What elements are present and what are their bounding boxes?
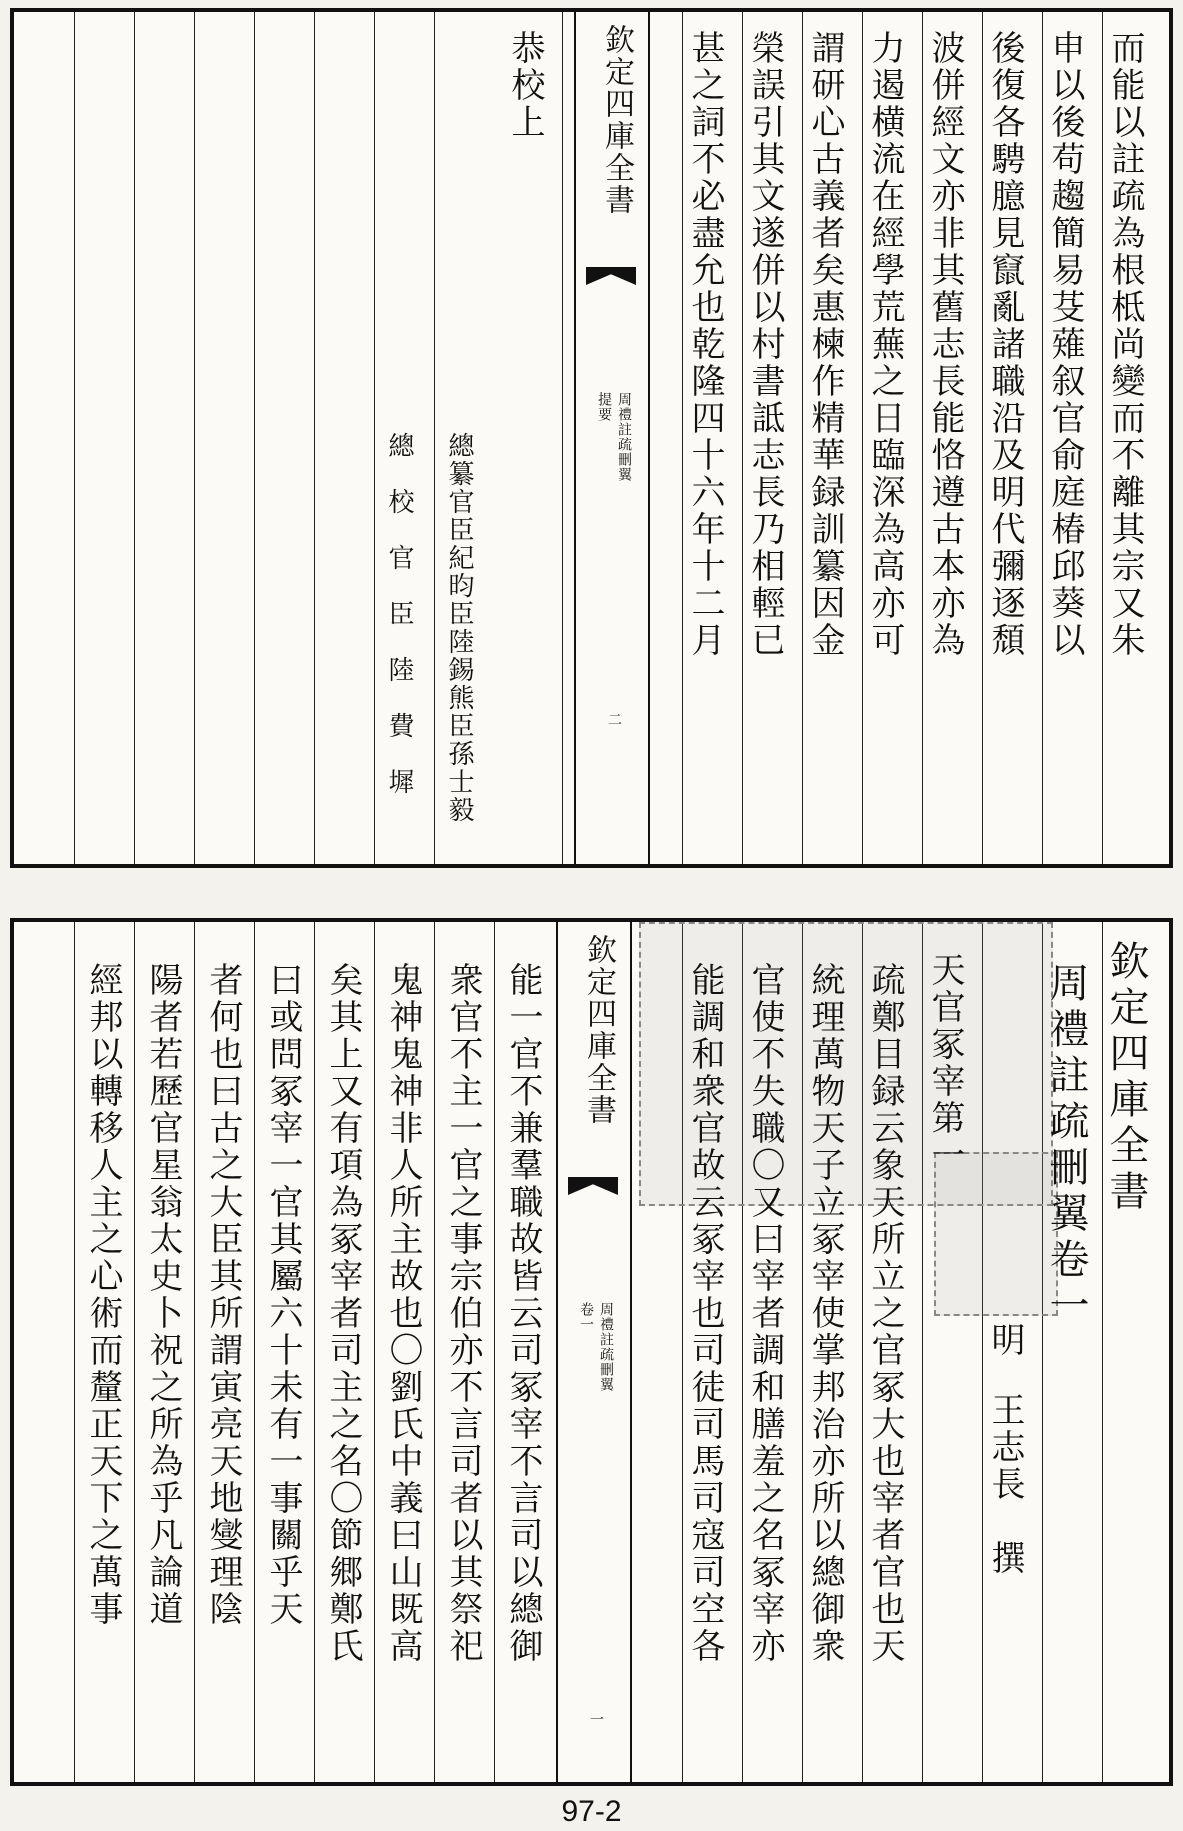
center-section: 卷一: [578, 1302, 594, 1332]
center-strip: [574, 12, 650, 864]
center-title: 欽定四庫全書: [599, 24, 634, 216]
page-number: 97-2: [561, 1795, 622, 1828]
text-column: 曰或問冢宰一官其屬六十未有一事關乎天: [263, 962, 303, 1628]
collector-seal: [934, 1152, 1058, 1316]
center-book-title: 周禮註疏刪翼: [598, 1302, 614, 1392]
section-heading: 天官冢宰第一: [925, 952, 965, 1174]
text-column: 衆官不主一官之事宗伯亦不言司者以其祭祀: [443, 962, 483, 1665]
text-column: 經邦以轉移人主之心術而釐正天下之萬事: [83, 962, 123, 1628]
text-column: 甚之詞不必盡允也乾隆四十六年十二月: [685, 30, 725, 659]
text-column: 而能以註疏為根柢尚變而不離其宗又朱: [1105, 30, 1145, 659]
bottom-page: [10, 918, 1173, 1786]
text-column: 者何也曰古之大臣其所謂寅亮天地燮理陰: [203, 962, 243, 1628]
text-column: 統理萬物天子立冢宰使掌邦治亦所以總御衆: [805, 962, 845, 1665]
text-column: 能一官不兼羣職故皆云司冢宰不言司以總御: [503, 962, 543, 1665]
text-column: 能調和衆官故云冢宰也司徒司馬司寇司空各: [685, 962, 725, 1665]
author-name: 王志長 撰: [985, 1392, 1025, 1577]
proofreader-official: 總 校 官 臣 陸 費 墀: [384, 432, 414, 796]
center-leaf-number: 二: [606, 712, 622, 727]
text-column: 陽者若歷官星翁太史卜祝之所為乎凡論道: [143, 962, 183, 1628]
center-title: 欽定四庫全書: [581, 934, 616, 1126]
header-title: 欽定四庫全書: [1103, 940, 1149, 1216]
author-dynasty: 明: [985, 1322, 1025, 1359]
text-column: 榮誤引其文遂併以村書詆志長乃相輕已: [745, 30, 785, 659]
text-column: 謂研心古義者矣惠楝作精華録訓纂因金: [805, 30, 845, 659]
text-column: 恭校上: [505, 30, 545, 141]
fishtail-mark: [568, 1177, 618, 1195]
text-column: 申以後苟趨簡易芟薙叙官俞庭椿邱葵以: [1045, 30, 1085, 659]
text-column: 鬼神鬼神非人所主故也〇劉氏中義曰山既高: [383, 962, 423, 1665]
compiler-officials: 總纂官臣紀昀臣陸錫熊臣孫士毅: [444, 432, 474, 824]
text-column: 疏鄭目録云象天所立之官冢大也宰者官也天: [865, 962, 905, 1665]
text-column: 波併經文亦非其舊志長能恪遵古本亦為: [925, 30, 965, 659]
text-column: 後復各騁臆見竄亂諸職沿及明代彌逐頹: [985, 30, 1025, 659]
text-column: 力遏横流在經學荒蕪之日臨深為高亦可: [865, 30, 905, 659]
center-strip: [556, 922, 632, 1782]
center-leaf-number: 一: [588, 1712, 604, 1727]
top-page: [10, 8, 1173, 868]
text-column: 矣其上又有項為冢宰者司主之名〇節郷鄭氏: [323, 962, 363, 1665]
fishtail-mark: [586, 267, 636, 285]
center-book-title: 周禮註疏刪翼: [616, 392, 632, 482]
text-column: 官使不失職〇又曰宰者調和膳羞之名冢宰亦: [745, 962, 785, 1665]
center-section: 提要: [596, 392, 612, 422]
book-title: 周禮註疏刪翼卷一: [1043, 962, 1089, 1330]
